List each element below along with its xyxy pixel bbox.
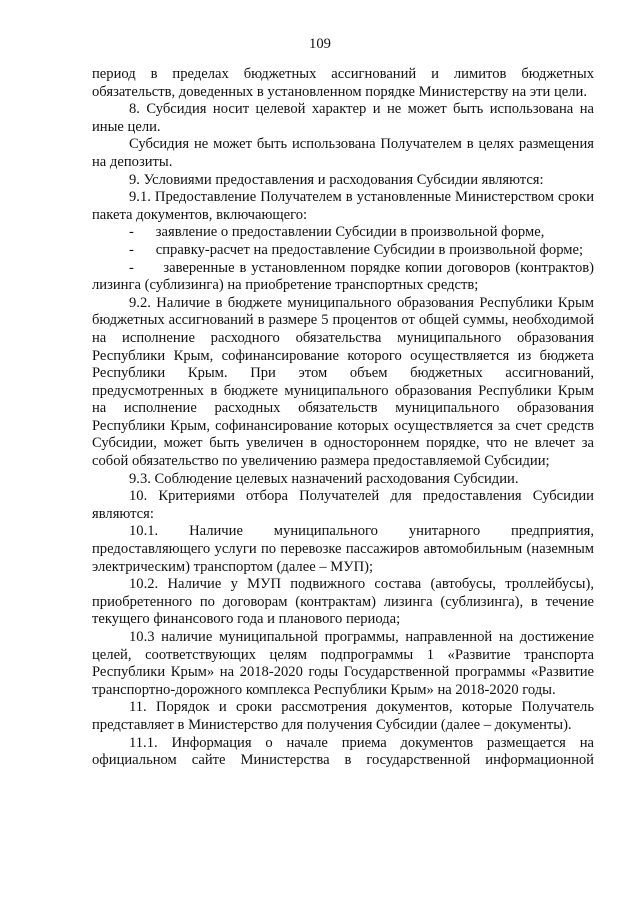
paragraph-9-1: 9.1. Предоставление Получателем в установленные Министерством сроки пакета документов, включающего:: [92, 189, 594, 223]
paragraph-9-3: 9.3. Соблюдение целевых назначений расходования Субсидии.: [129, 470, 519, 487]
paragraph-intro: период в пределах бюджетных ассигнований и лимитов бюджетных обязательств, доведенных в установленном порядке Министерству на эти цели.: [92, 66, 594, 100]
paragraph-11-1: 11.1. Информация о начале приема документов размещается на официальном сайте Министерства в государственной информационной: [92, 734, 594, 769]
document-body: [92, 66, 594, 770]
page-number: 109: [309, 36, 331, 52]
paragraph-11: 11. Порядок и сроки рассмотрения документов, которые Получатель представляет в Министерство для получения Субсидии (далее – документы).: [92, 699, 594, 733]
paragraph-9: 9. Условиями предоставления и расходования Субсидии являются:: [129, 171, 544, 188]
paragraph-10-1: 10.1. Наличие муниципального унитарного предприятия, предоставляющего услуги по перевозке пассажиров автомобильным (наземным электрическим) транспортом (далее – МУП);: [92, 523, 594, 575]
paragraph-10: 10. Критериями отбора Получателей для предоставления Субсидии являются:: [92, 488, 594, 522]
list-item-leasing-copies: - заверенные в установленном порядке копии договоров (контрактов) лизинга (сублизинга) на приобретение транспортных средств;: [92, 259, 594, 294]
paragraph-9-2: 9.2. Наличие в бюджете муниципального образования Республики Крым бюджетных ассигнований в размере 5 процентов от общей суммы, необходимой на исполнение расходного обязательства муниципального образования Республики Крым, софинансирование которого осуществляется из бюджета Республики Крым. При этом объем бюджетных ассигнований, предусмотренных в бюджете муниципального образования Республики Крым на исполнение расходных обязательств муниципального образования Республики Крым, софинансирование которых осуществляется за счет средств Субсидии, может быть увеличен в одностороннем порядке, что не влечет за собой обязательство по увеличению размера предоставляемой Субсидии;: [92, 294, 594, 470]
paragraph-10-2: 10.2. Наличие у МУП подвижного состава (автобусы, троллейбусы), приобретенного по договорам (контрактам) лизинга (сублизинга), в течение текущего финансового года и планового периода;: [92, 576, 594, 628]
list-item-calculation: - справку-расчет на предоставление Субсидии в произвольной форме;: [129, 241, 584, 258]
list-item-application: - заявление о предоставлении Субсидии в произвольной форме,: [129, 224, 545, 241]
paragraph-10-3: 10.3 наличие муниципальной программы, направленной на достижение целей, соответствующих целям подпрограммы 1 «Развитие транспорта Республики Крым» на 2018-2020 годы Государственной программы «Развитие транспортно-дорожного комплекса Республики Крым» на 2018-2020 годы.: [92, 629, 594, 698]
paragraph-8: 8. Субсидия носит целевой характер и не может быть использована на иные цели.: [92, 101, 594, 135]
paragraph-8-deposit: Субсидия не может быть использована Получателем в целях размещения на депозиты.: [92, 136, 594, 170]
